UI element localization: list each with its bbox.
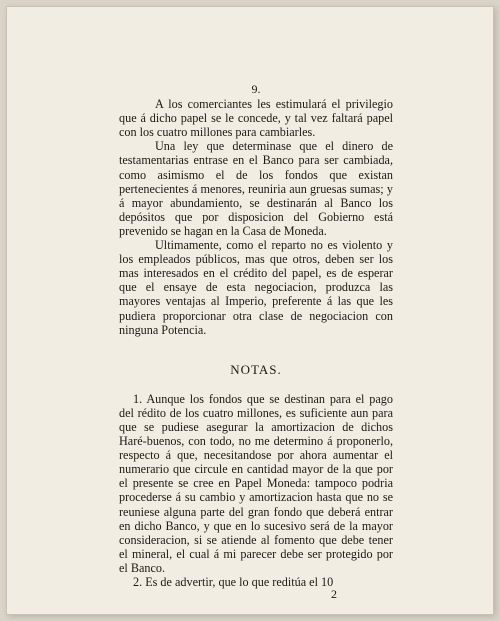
note-1: 1. Aunque los fondos que se destinan para el pago del rédito de los cuatro millones, es suficiente aun para que se pudiese asegurar la amortizacion de dichos Haré-buenos, con todo, no me determino á proponerlo, respecto á que, necesitandose por ahora aumentar el numerario que circule en cantidad mayor de la que por el presente se cree en Papel Moneda: tampoco podria procederse á su cambio y amortizacion hasta que no se reuniese alguna parte del gran fondo que deberá entrar en dicho Banco, y que en lo sucesivo será de la mayor consideracion, si se atiende al fomento que debe tener el mineral, el cual á mi parecer debe ser protegido por el Banco. [119,391,393,575]
paragraph-ultimamente: Ultimamente, como el reparto no es violento y los empleados públicos, mas que otros, deben ser los mas interesados en el crédito del papel, es de esperar que el ensaye de esta negociacion, produzca las mayores ventajas al Imperio, preferente á las que les pudiera proporcionar otra clase de negociacion con ninguna Potencia. [119,238,393,337]
text-block [119,82,393,601]
paragraph-testamentarias: Una ley que determinase que el dinero de testamentarias entrase en el Banco para ser cambiada, como asimismo el de los fondos que existan pertenecientes á menores, reuniria aun gruesas sumas; y á mayor abundamiento, se destinarán al Banco los depósitos que por disposicion del Gobierno está prevenido se hagan en la Casa de Moneda. [119,139,393,238]
document-page [6,6,494,615]
note-2: 2. Es de advertir, que lo que reditúa el 10 [133,575,334,589]
signature-mark: 2 [331,587,337,602]
paragraph-commerce: A los comerciantes les estimulará el privilegio que á dicho papel se le concede, y tal vez faltará papel con los cuatro millones para cambiarles. [119,97,393,140]
page-number: 9. [251,82,261,96]
notes-heading: NOTAS. [230,361,282,377]
